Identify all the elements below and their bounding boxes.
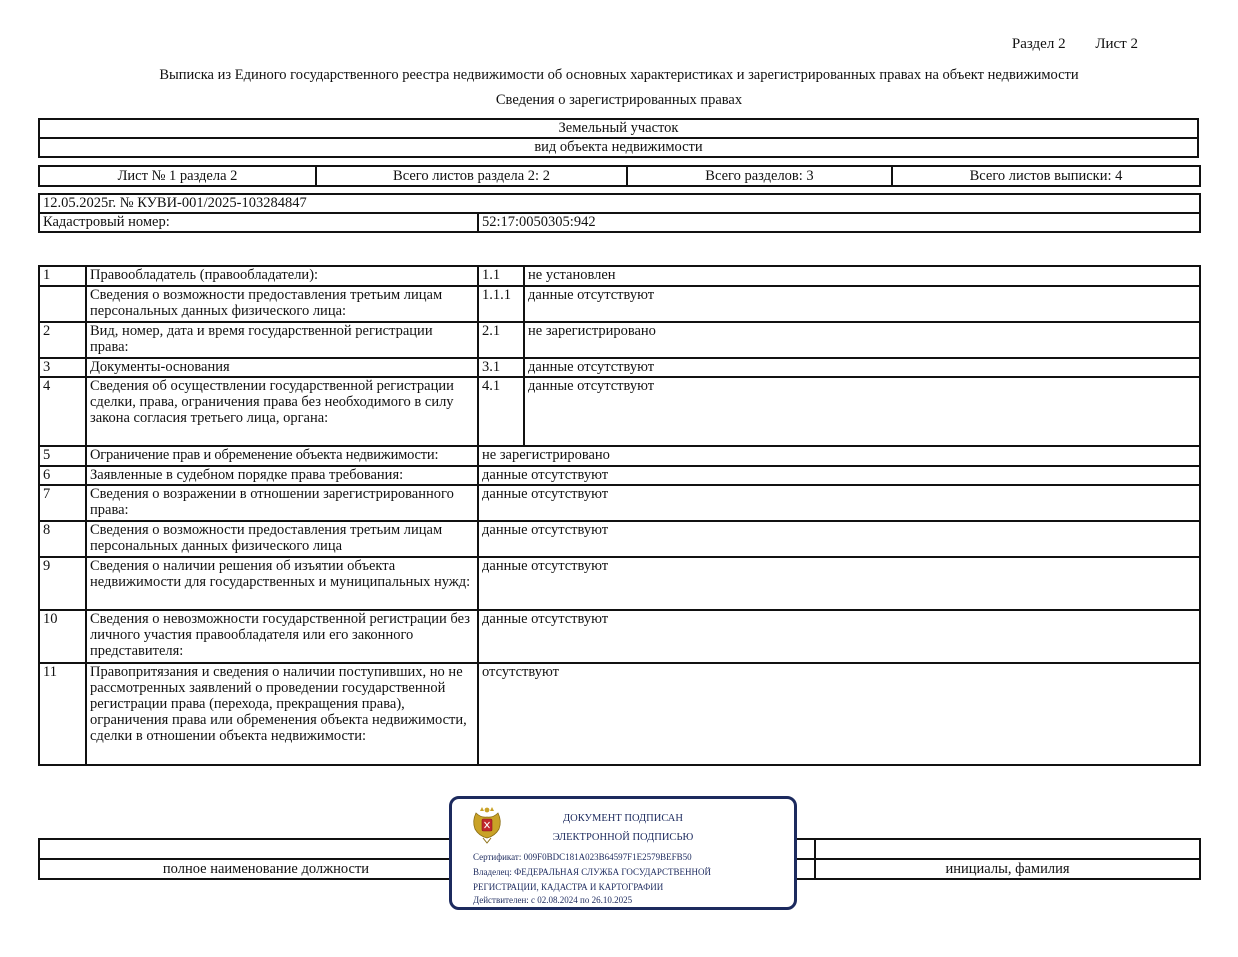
cadastral-table bbox=[38, 193, 1201, 233]
row-label: Сведения о возможности предоставления третьим лицам персональных данных физического лица bbox=[86, 521, 478, 557]
row-subnumber: 1.1.1 bbox=[478, 286, 524, 322]
row-label: Сведения о наличии решения об изъятии объекта недвижимости для государственных и муниципальных нужд: bbox=[86, 557, 478, 610]
table-row bbox=[39, 377, 1200, 446]
row-label: Сведения о невозможности государственной регистрации без личного участия правообладателя или его законного представителя: bbox=[86, 610, 478, 663]
row-value: данные отсутствуют bbox=[524, 286, 1200, 322]
cadastral-label: Кадастровый номер: bbox=[39, 213, 478, 232]
name-field bbox=[815, 839, 1200, 859]
sheets-info-table bbox=[38, 165, 1201, 187]
stamp-line-2: ЭЛЕКТРОННОЙ ПОДПИСЬЮ bbox=[552, 832, 694, 843]
sheet-of-section: Лист № 1 раздела 2 bbox=[39, 166, 316, 186]
rights-table bbox=[38, 265, 1201, 766]
row-number: 10 bbox=[39, 610, 86, 663]
stamp-owner-line-2: РЕГИСТРАЦИИ, КАДАСТРА И КАРТОГРАФИИ bbox=[473, 882, 664, 892]
row-value: данные отсутствуют bbox=[478, 610, 1200, 663]
page-header-right bbox=[986, 36, 1138, 53]
document-title: Выписка из Единого государственного реестра недвижимости об основных характеристиках и зарегистрированных правах на объект недвижимости bbox=[159, 67, 1079, 83]
row-value: данные отсутствуют bbox=[524, 377, 1200, 446]
row-subnumber: 1.1 bbox=[478, 266, 524, 286]
total-sheets: Всего листов выписки: 4 bbox=[892, 166, 1200, 186]
name-caption: инициалы, фамилия bbox=[815, 859, 1200, 879]
row-value: не зарегистрировано bbox=[524, 322, 1200, 358]
position-caption: полное наименование должности bbox=[39, 859, 493, 879]
row-number: 6 bbox=[39, 466, 86, 485]
row-number: 8 bbox=[39, 521, 86, 557]
table-row bbox=[39, 286, 1200, 322]
cadastral-value: 52:17:0050305:942 bbox=[478, 213, 1200, 232]
table-row bbox=[39, 521, 1200, 557]
date-number: 12.05.2025г. № КУВИ-001/2025-103284847 bbox=[39, 194, 1200, 213]
table-row bbox=[39, 446, 1200, 466]
table-row bbox=[39, 266, 1200, 286]
row-number: 3 bbox=[39, 358, 86, 377]
total-sections: Всего разделов: 3 bbox=[627, 166, 892, 186]
row-label: Сведения о возражении в отношении зарегистрированного права: bbox=[86, 485, 478, 521]
row-subnumber: 3.1 bbox=[478, 358, 524, 377]
row-number: 7 bbox=[39, 485, 86, 521]
row-number: 5 bbox=[39, 446, 86, 466]
row-value: данные отсутствуют bbox=[478, 485, 1200, 521]
row-subnumber: 4.1 bbox=[478, 377, 524, 446]
electronic-signature-stamp bbox=[449, 796, 797, 910]
row-subnumber: 2.1 bbox=[478, 322, 524, 358]
row-value: данные отсутствуют bbox=[478, 521, 1200, 557]
row-value: данные отсутствуют bbox=[524, 358, 1200, 377]
row-value: данные отсутствуют bbox=[478, 466, 1200, 485]
stamp-line-1: ДОКУМЕНТ ПОДПИСАН bbox=[563, 813, 683, 824]
row-value: не установлен bbox=[524, 266, 1200, 286]
position-field bbox=[39, 839, 493, 859]
stamp-certificate: Сертификат: 009F0BDC181A023B64597F1E2579BEFB50 bbox=[473, 852, 692, 862]
total-sheets-section: Всего листов раздела 2: 2 bbox=[316, 166, 627, 186]
stamp-validity: Действителен: с 02.08.2024 по 26.10.2025 bbox=[473, 895, 633, 905]
object-type-table bbox=[38, 118, 1199, 158]
section-label: Раздел 2 bbox=[1011, 36, 1066, 52]
table-row bbox=[39, 322, 1200, 358]
row-value: не зарегистрировано bbox=[478, 446, 1200, 466]
row-number: 2 bbox=[39, 322, 86, 358]
row-number: 11 bbox=[39, 663, 86, 765]
row-label: Документы-основания bbox=[86, 358, 478, 377]
sheet-label: Лист 2 bbox=[1095, 36, 1138, 52]
row-value: данные отсутствуют bbox=[478, 557, 1200, 610]
table-row bbox=[39, 485, 1200, 521]
row-label: Ограничение прав и обременение объекта недвижимости: bbox=[86, 446, 478, 466]
row-label: Правообладатель (правообладатели): bbox=[86, 266, 478, 286]
row-label: Сведения об осуществлении государственной регистрации сделки, права, ограничения права без необходимого в силу закона согласия третьего лица, органа: bbox=[86, 377, 478, 446]
row-label: Правопритязания и сведения о наличии поступивших, но не рассмотренных заявлений о проведении государственной регистрации права (перехода, прекращения права), ограничения права или обременения объекта недвижимости, сделки в отношении объекта недвижимости: bbox=[86, 663, 478, 765]
row-number bbox=[39, 286, 86, 322]
table-row bbox=[39, 466, 1200, 485]
row-label: Вид, номер, дата и время государственной регистрации права: bbox=[86, 322, 478, 358]
object-type: Земельный участок bbox=[39, 119, 1198, 138]
row-number: 4 bbox=[39, 377, 86, 446]
row-value: отсутствуют bbox=[478, 663, 1200, 765]
table-row bbox=[39, 358, 1200, 377]
row-number: 9 bbox=[39, 557, 86, 610]
row-label: Сведения о возможности предоставления третьим лицам персональных данных физического лица: bbox=[86, 286, 478, 322]
table-row bbox=[39, 610, 1200, 663]
row-number: 1 bbox=[39, 266, 86, 286]
table-row bbox=[39, 663, 1200, 765]
object-type-caption: вид объекта недвижимости bbox=[39, 138, 1198, 157]
stamp-owner-line-1: Владелец: ФЕДЕРАЛЬНАЯ СЛУЖБА ГОСУДАРСТВЕННОЙ bbox=[473, 867, 712, 877]
table-row bbox=[39, 557, 1200, 610]
row-label: Заявленные в судебном порядке права требования: bbox=[86, 466, 478, 485]
document-subtitle: Сведения о зарегистрированных правах bbox=[495, 92, 743, 108]
